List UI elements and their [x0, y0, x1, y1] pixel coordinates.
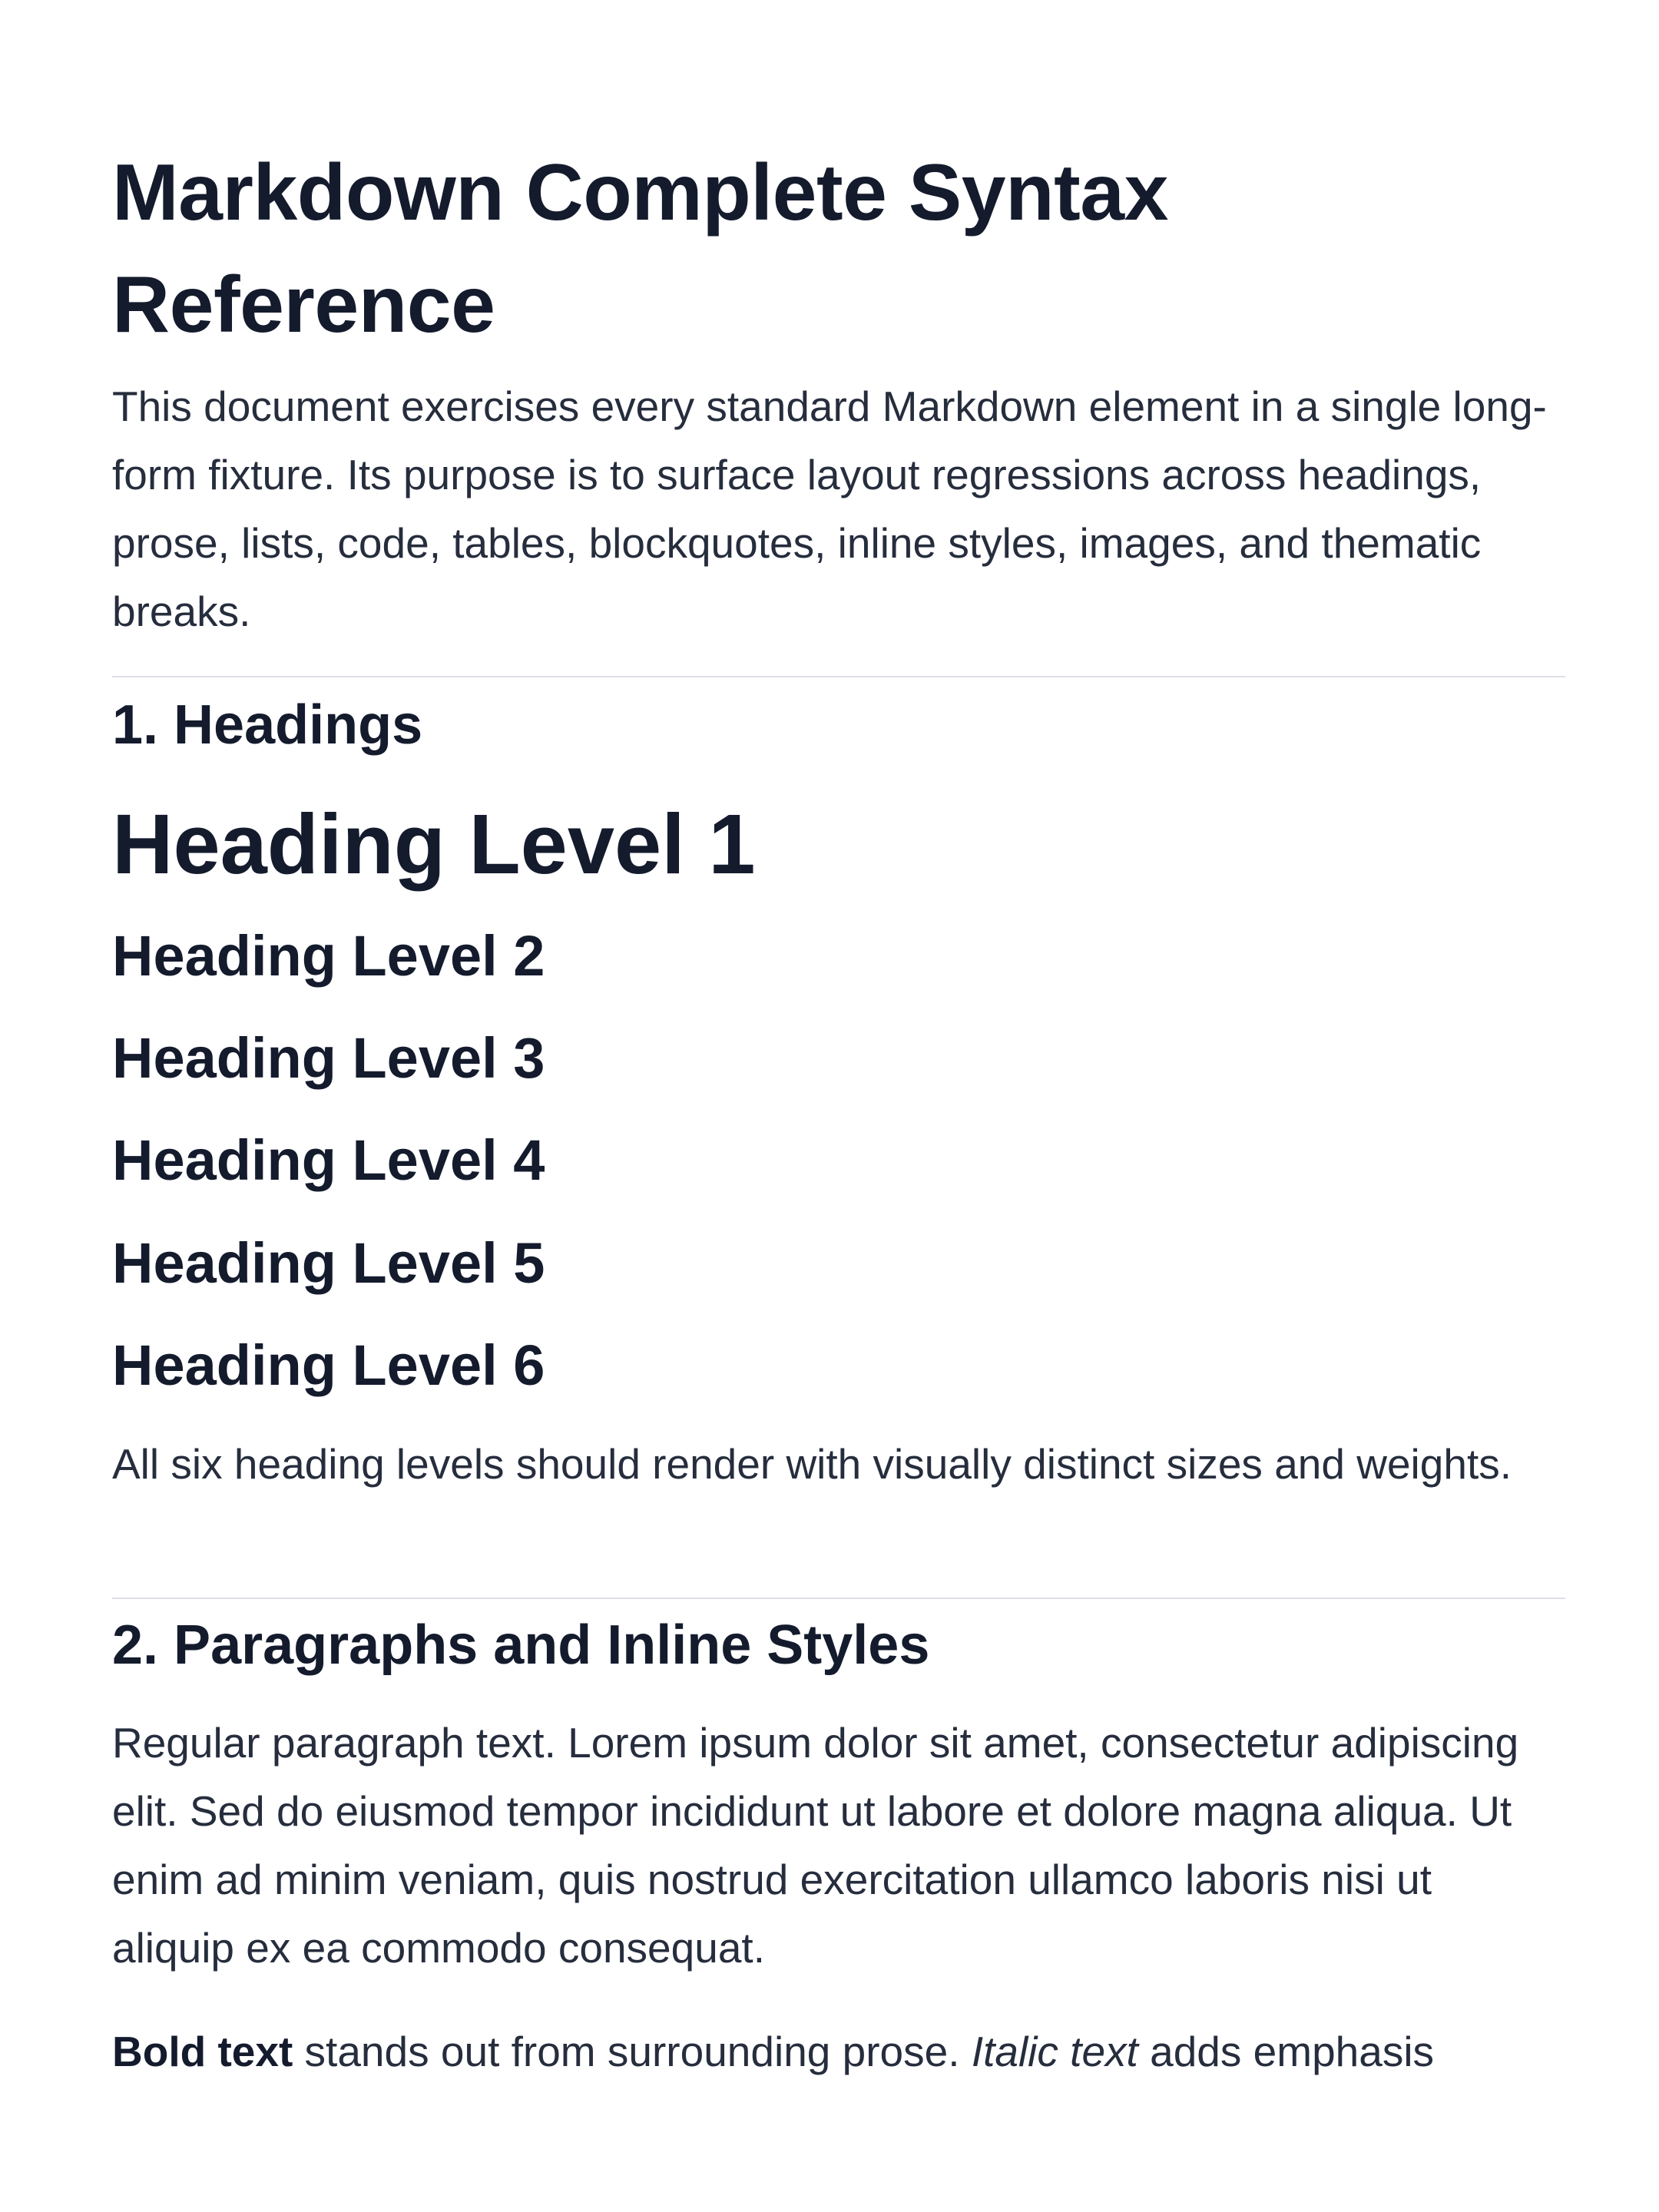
headings-note-paragraph: All six heading levels should render with visually distinct sizes and weights. — [112, 1440, 1512, 1488]
lorem-paragraph: Regular paragraph text. Lorem ipsum dolor sit amet, consectetur adipiscing elit. Sed do eiusmod tempor incididunt ut labore et dolore magna aliqua. Ut enim ad minim veniam, quis nostrud exercitation ullamco laboris nisi ut aliquip ex ea commodo consequat. — [112, 1719, 1519, 1972]
inline-styles-paragraph — [112, 2018, 1565, 2086]
inline-prose: stands out from surrounding prose. — [293, 2028, 972, 2075]
heading-level-2-sample: Heading Level 2 — [112, 924, 545, 988]
heading-level-1-sample: Heading Level 1 — [112, 797, 756, 892]
document-title: Markdown Complete Syntax Reference — [112, 148, 1168, 349]
heading-level-3-sample: Heading Level 3 — [112, 1026, 545, 1090]
bold-text-sample: Bold text — [112, 2028, 293, 2075]
heading-level-6-sample: Heading Level 6 — [112, 1333, 545, 1397]
heading-level-4-sample: Heading Level 4 — [112, 1128, 545, 1192]
intro-paragraph: This document exercises every standard Markdown element in a single long-form fixture. Its purpose is to surface layout regressions across headings, prose, lists, code, tables, blockquotes, inline styles, images, and thematic breaks. — [112, 382, 1547, 635]
section-heading-paragraphs: 2. Paragraphs and Inline Styles — [112, 1614, 930, 1676]
heading-level-5-sample: Heading Level 5 — [112, 1231, 545, 1295]
thematic-break — [112, 676, 1565, 677]
thematic-break — [112, 1598, 1565, 1599]
italic-text-sample: Italic text — [971, 2028, 1138, 2075]
inline-prose: adds emphasis — [1137, 2028, 1435, 2075]
section-heading-headings: 1. Headings — [112, 694, 423, 756]
